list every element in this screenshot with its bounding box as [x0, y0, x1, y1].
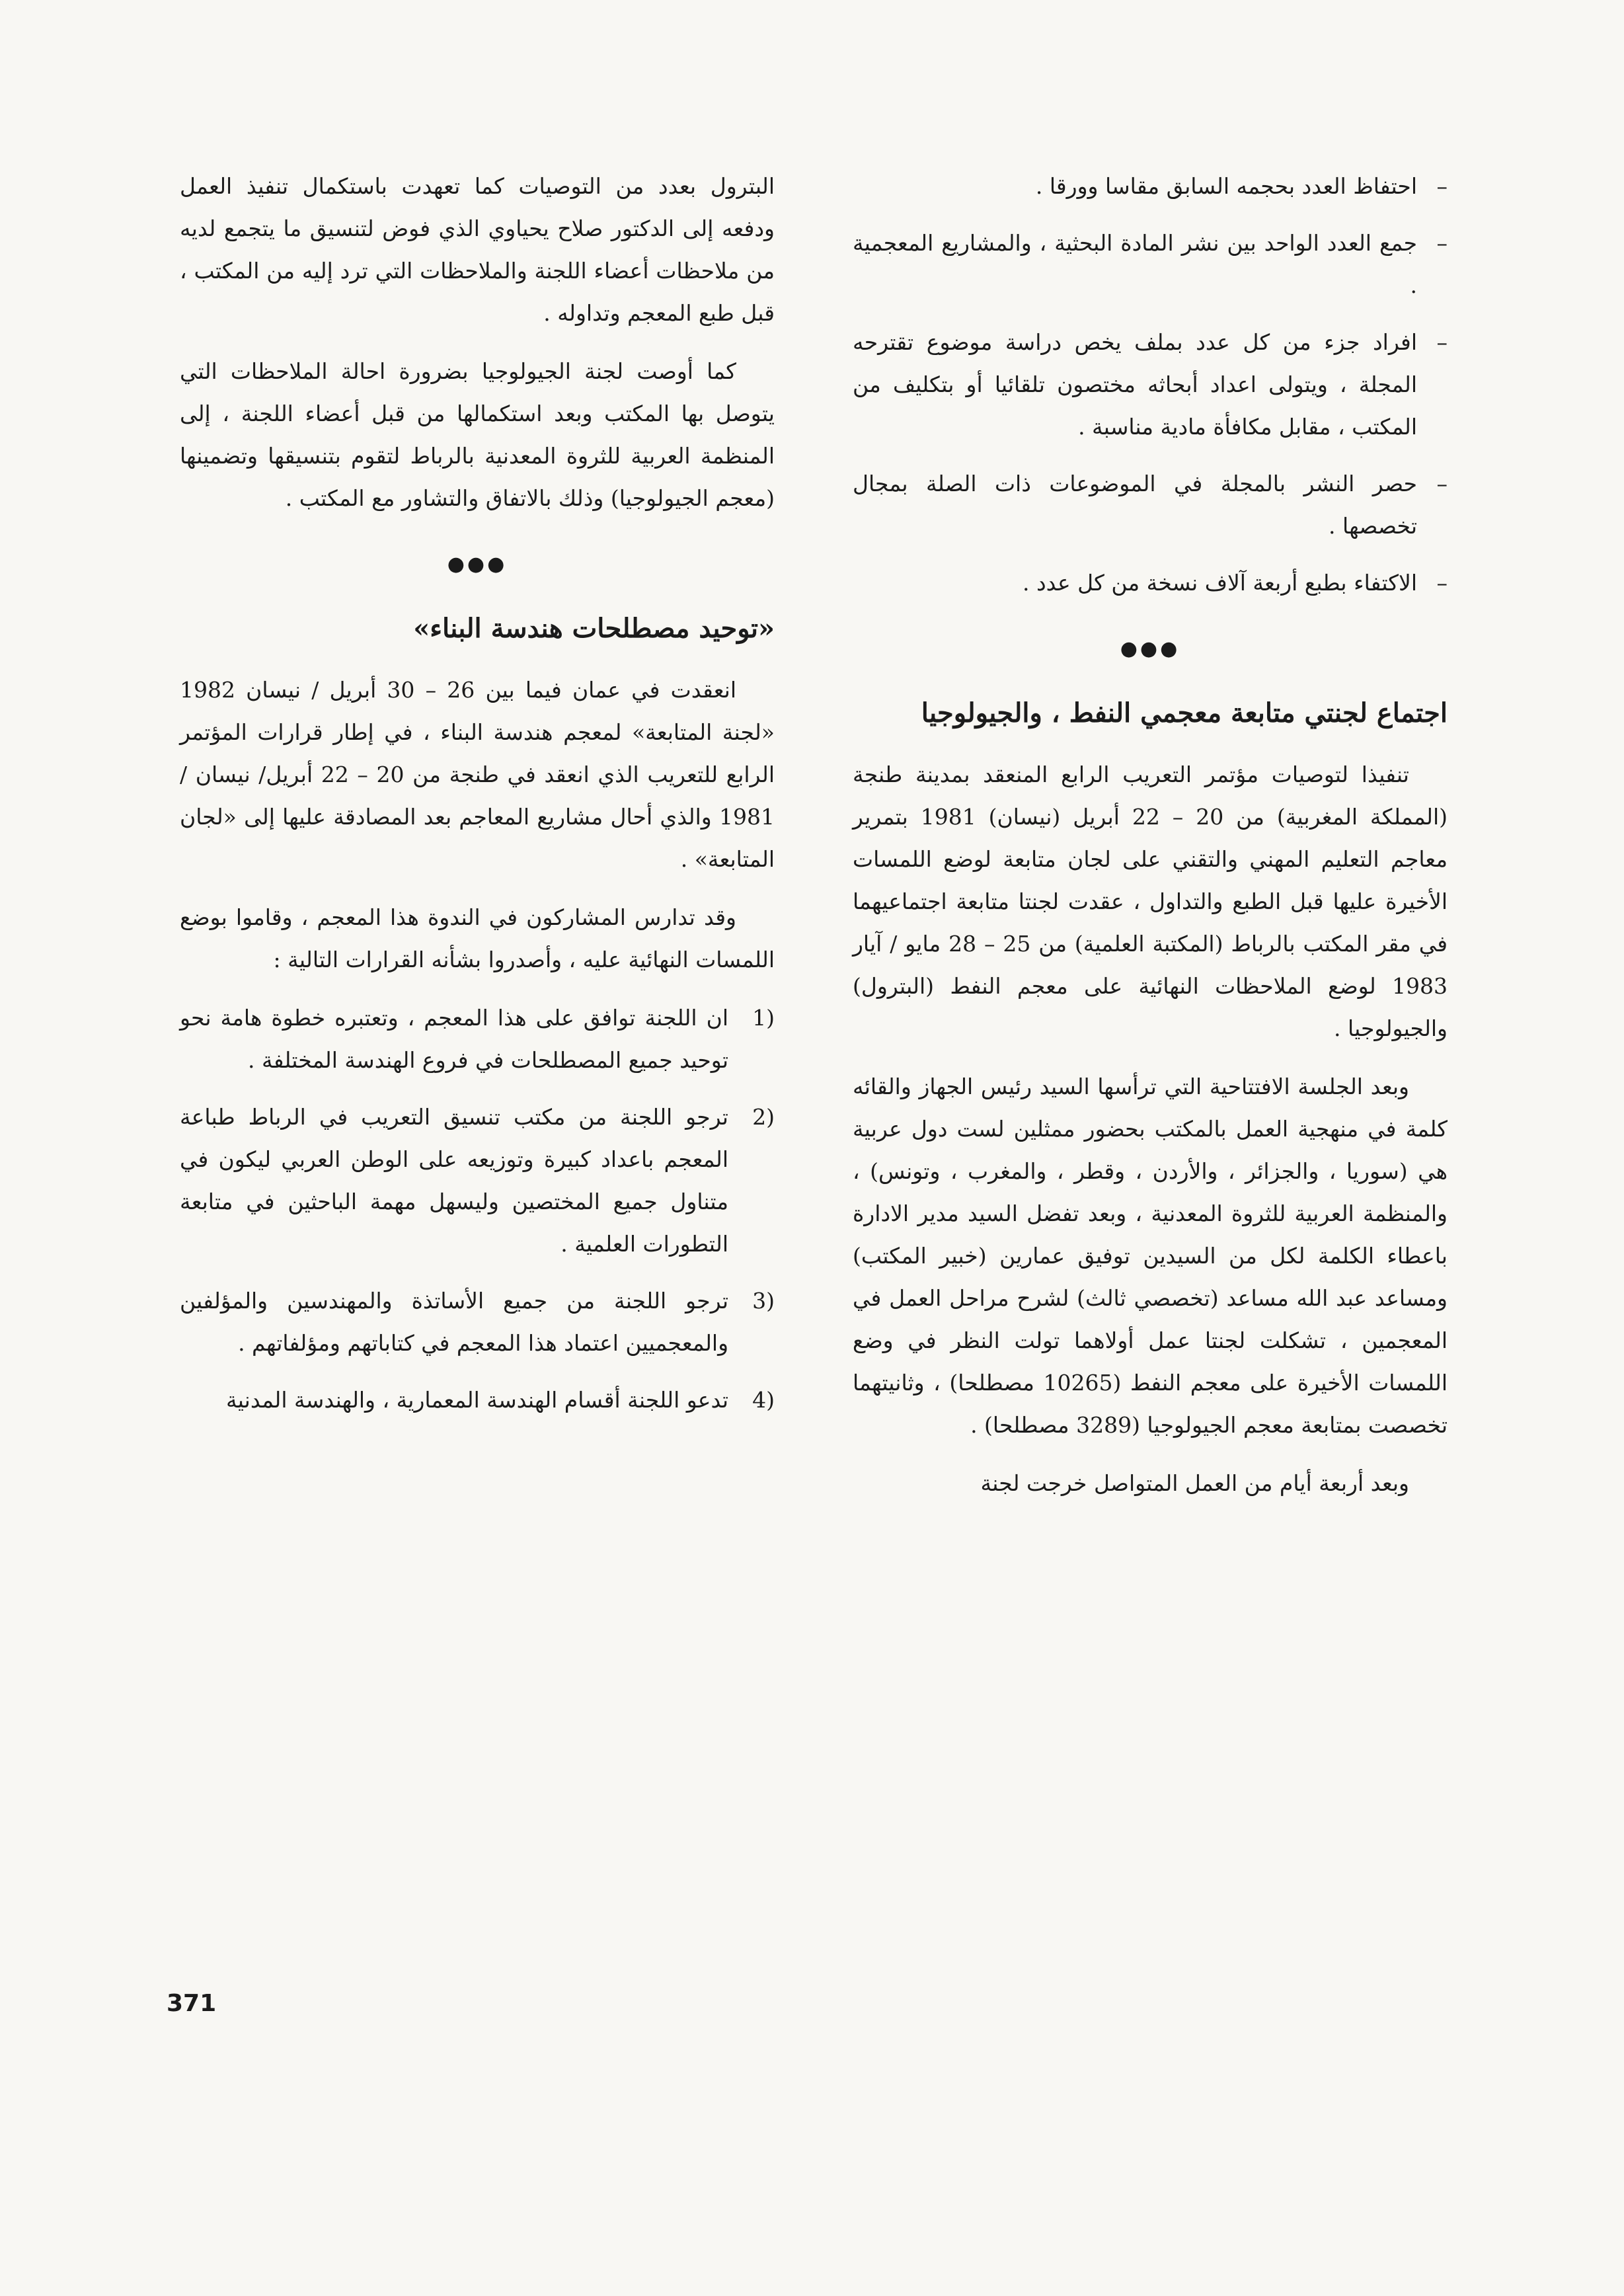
decision-number: 2)	[752, 1104, 775, 1130]
decision-number: 3)	[752, 1288, 775, 1314]
dash-marker: –	[1436, 230, 1448, 256]
section-divider-ornament: ●●●	[1120, 637, 1180, 660]
bullet-item: – احتفاظ العدد بحجمه السابق مقاسا وورقا .	[853, 165, 1448, 208]
decision-number: 1)	[752, 1005, 775, 1031]
dash-marker: –	[1436, 329, 1448, 355]
left-column	[180, 165, 775, 1436]
dash-marker: –	[1436, 570, 1448, 596]
paragraph: وبعد أربعة أيام من العمل المتواصل خرجت لجنة	[980, 1470, 1409, 1496]
section-divider-ornament: ●●●	[447, 553, 508, 576]
dash-marker: –	[1436, 173, 1448, 199]
paragraph: وقد تدارس المشاركون في الندوة هذا المعجم ، وقاموا بوضع اللمسات النهائية عليه ، وأصدروا بشأنه القرارات التالية :	[180, 904, 775, 972]
page-number: 371	[167, 1990, 217, 2017]
paragraph: انعقدت في عمان فيما بين 26 – 30 أبريل / نيسان 1982 «لجنة المتابعة» لمعجم هندسة البناء ، في إطار قرارات المؤتمر الرابع للتعريب الذي انعقد في طنجة من 20 – 22 أبريل/ نيسان / 1981 والذي أحال مشاريع المعاجم بعد المصادقة عليها إلى «لجان المتابعة» .	[180, 677, 775, 872]
right-column	[853, 165, 1448, 1521]
dash-marker: –	[1436, 471, 1448, 496]
paragraph: كما أوصت لجنة الجيولوجيا بضرورة احالة الملاحظات التي يتوصل بها المكتب وبعد استكمالها من قبل أعضاء اللجنة ، إلى المنظمة العربية للثروة المعدنية بالرباط لتقوم بتنسيقها وتضمينها (معجم الجيولوجيا) وذلك بالاتفاق والتشاور مع المكتب .	[180, 358, 775, 511]
decision-number: 4)	[752, 1387, 775, 1413]
paragraph-continued: البترول بعدد من التوصيات كما تعهدت باستكمال تنفيذ العمل ودفعه إلى الدكتور صلاح يحياوي الذي فوض لتنسيق ما يتجمع لديه من ملاحظات أعضاء اللجنة والملاحظات التي ترد إليه من المكتب ، قبل طبع المعجم وتداوله .	[180, 173, 775, 326]
bullet-item: – حصر النشر بالمجلة في الموضوعات ذات الصلة بمجال تخصصها .	[853, 463, 1448, 547]
bullet-item: – جمع العدد الواحد بين نشر المادة البحثية ، والمشاريع المعجمية .	[853, 222, 1448, 307]
decision-item: 1) ان اللجنة توافق على هذا المعجم ، وتعتبره خطوة هامة نحو توحيد جميع المصطلحات في فروع الهندسة المختلفة .	[180, 997, 775, 1082]
decision-item: 3) ترجو اللجنة من جميع الأساتذة والمهندسين والمؤلفين والمعجميين اعتماد هذا المعجم في كتاباتهم ومؤلفاتهم .	[180, 1280, 775, 1365]
section-heading-petroleum-geology: اجتماع لجنتي متابعة معجمي النفط ، والجيولوجيا	[921, 697, 1448, 729]
paragraph: تنفيذا لتوصيات مؤتمر التعريب الرابع المنعقد بمدينة طنجة (المملكة المغربية) من 20 – 22 أبريل (نيسان) 1981 بتمرير معاجم التعليم المهني والتقني على لجان متابعة لوضع اللمسات الأخيرة عليها قبل الطبع والتداول ، عقدت لجنتا متابعة اجتماعيهما في مقر المكتب بالرباط (المكتبة العلمية) من 25 – 28 مايو / آيار 1983 لوضع الملاحظات النهائية على معجم النفط (البترول) والجيولوجيا .	[853, 762, 1448, 1041]
decision-item: 2) ترجو اللجنة من مكتب تنسيق التعريب في الرباط طباعة المعجم باعداد كبيرة وتوزيعه على الوطن العربي ليكون في متناول جميع المختصين وليسهل مهمة الباحثين في متابعة التطورات العلمية .	[180, 1096, 775, 1265]
decision-item: 4) تدعو اللجنة أقسام الهندسة المعمارية ، والهندسة المدنية	[180, 1379, 775, 1421]
bullet-item: – الاكتفاء بطبع أربعة آلاف نسخة من كل عدد .	[853, 562, 1448, 604]
section-heading-building-engineering: «توحيد مصطلحات هندسة البناء»	[413, 613, 775, 644]
paragraph: وبعد الجلسة الافتتاحية التي ترأسها السيد رئيس الجهاز والقائه كلمة في منهجية العمل بالمكتب بحضور ممثلين لست دول عربية هي (سوريا ، والجزائر ، والأردن ، وقطر ، والمغرب ، وتونس) ، والمنظمة العربية للثروة المعدنية ، وبعد تفضل السيد مدير الادارة باعطاء الكلمة لكل من السيدين توفيق عمارين (خبير المكتب) ومساعد عبد الله مساعد (تخصصي ثالث) لشرح مراحل العمل في المعجمين ، تشكلت لجنتا عمل أولاهما تولت النظر في وضع اللمسات الأخيرة على معجم النفط (10265 مصطلحا) ، وثانيتهما تخصصت بمتابعة معجم الجيولوجيا (3289 مصطلحا) .	[853, 1074, 1448, 1438]
bullet-item: – افراد جزء من كل عدد بملف يخص دراسة موضوع تقترحه المجلة ، ويتولى اعداد أبحاثه مختصون تلقائيا أو بتكليف من المكتب ، مقابل مكافأة مادية مناسبة .	[853, 321, 1448, 448]
